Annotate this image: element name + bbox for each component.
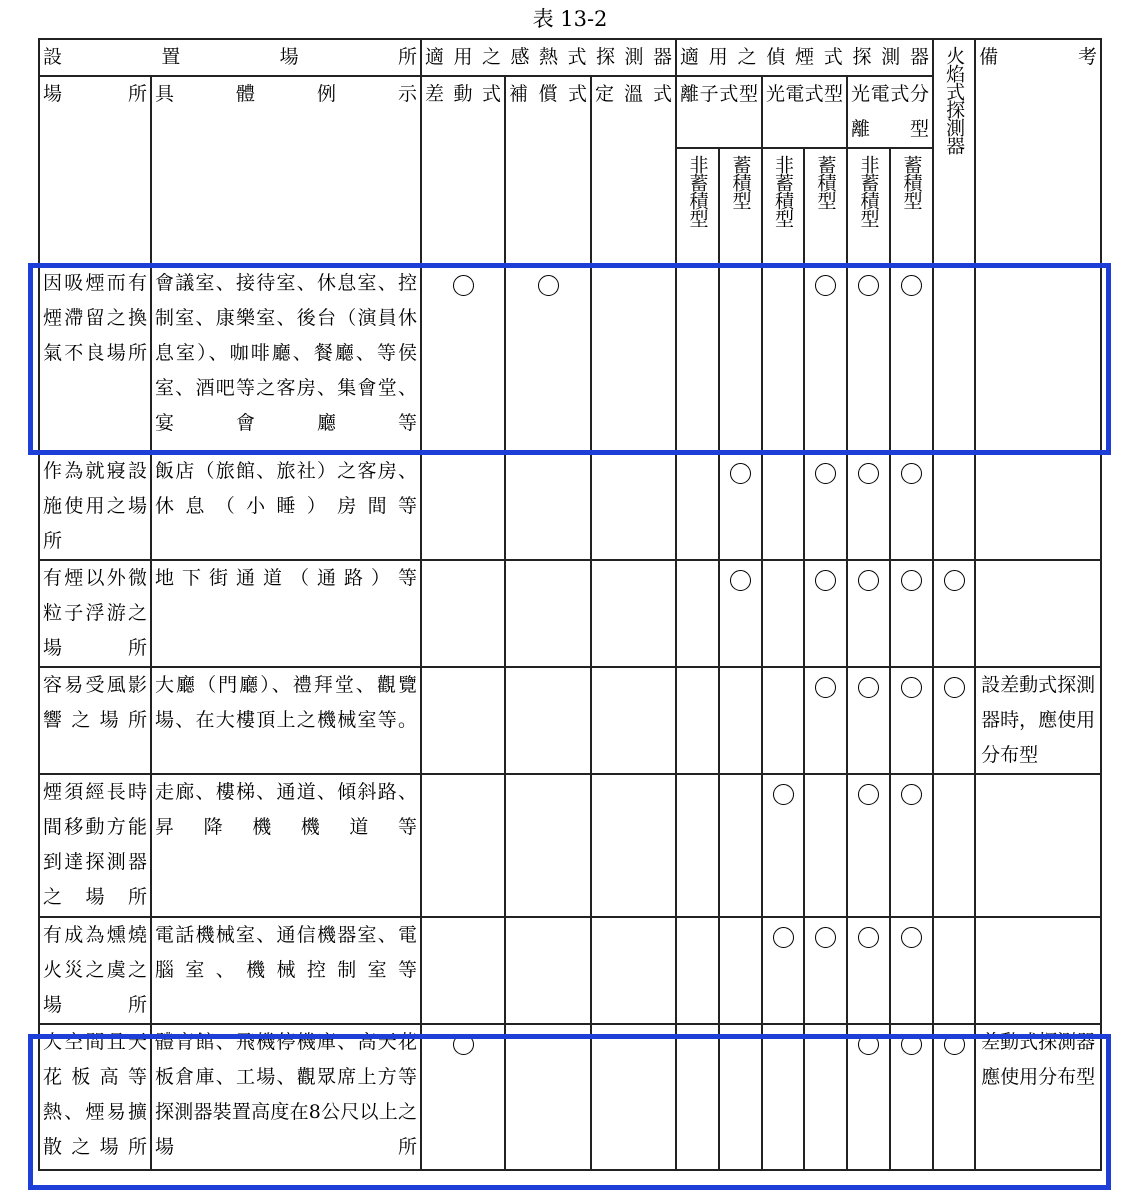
detector-mark-cell bbox=[762, 1024, 804, 1170]
sub-type-cell bbox=[676, 148, 719, 265]
place-cell: 有煙以外微粒子浮游之場所 bbox=[39, 560, 151, 667]
detector-mark-cell bbox=[762, 774, 804, 917]
detector-mark-cell bbox=[933, 560, 975, 667]
detector-mark-cell bbox=[890, 1024, 933, 1170]
detector-mark-cell bbox=[719, 265, 762, 453]
table-row bbox=[39, 774, 1101, 917]
detector-mark-cell bbox=[505, 265, 591, 453]
suitable-circle-icon bbox=[538, 275, 559, 296]
suitable-circle-icon bbox=[858, 1034, 879, 1055]
detector-mark-cell bbox=[762, 560, 804, 667]
place-cell: 有成為燻燒火災之虞之場所 bbox=[39, 917, 151, 1024]
detector-mark-cell bbox=[591, 265, 676, 453]
detector-mark-cell bbox=[421, 774, 505, 917]
suitable-circle-icon bbox=[773, 927, 794, 948]
detector-mark-cell bbox=[505, 453, 591, 560]
place-cell: 煙須經長時間移動方能到達探測器之場所 bbox=[39, 774, 151, 917]
ion-type-header: 離子式型 bbox=[676, 76, 762, 148]
suitable-circle-icon bbox=[453, 275, 474, 296]
flame-header-label: 火焰式探測器 bbox=[943, 46, 966, 154]
detector-mark-cell bbox=[804, 667, 847, 774]
heat-type-rate: 差動式 bbox=[421, 76, 505, 265]
detector-mark-cell bbox=[591, 453, 676, 560]
sub-type-cell bbox=[847, 148, 890, 265]
place-cell: 作為就寢設施使用之場所 bbox=[39, 453, 151, 560]
example-cell: 電話機械室、通信機器室、電腦室、機械控制室等 bbox=[151, 917, 421, 1024]
place-cell: 大空間且天花板高等熱、煙易擴散之場所 bbox=[39, 1024, 151, 1170]
detector-mark-cell bbox=[890, 667, 933, 774]
detector-mark-cell bbox=[890, 453, 933, 560]
detector-mark-cell bbox=[847, 667, 890, 774]
detector-mark-cell bbox=[421, 667, 505, 774]
detector-mark-cell bbox=[847, 917, 890, 1024]
detector-mark-cell bbox=[591, 917, 676, 1024]
location-header: 設置場所 bbox=[39, 39, 421, 76]
suitable-circle-icon bbox=[858, 677, 879, 698]
detector-mark-cell bbox=[676, 453, 719, 560]
sub-type-cell bbox=[719, 148, 762, 265]
sub-type-label: 非蓄積型 bbox=[686, 155, 709, 227]
smoke-group-header: 適用之偵煙式探測器 bbox=[676, 39, 933, 76]
heat-group-header: 適用之感熱式探測器 bbox=[421, 39, 676, 76]
suitable-circle-icon bbox=[901, 927, 922, 948]
detector-mark-cell bbox=[421, 265, 505, 453]
detector-mark-cell bbox=[890, 917, 933, 1024]
suitable-circle-icon bbox=[901, 463, 922, 484]
example-cell: 走廊、樓梯、通道、傾斜路、昇降機機道等 bbox=[151, 774, 421, 917]
table-row bbox=[39, 265, 1101, 453]
remarks-cell bbox=[975, 774, 1101, 917]
detector-table bbox=[38, 38, 1102, 1171]
table-row bbox=[39, 917, 1101, 1024]
sub-type-cell bbox=[804, 148, 847, 265]
detector-mark-cell bbox=[933, 1024, 975, 1170]
detector-mark-cell bbox=[676, 917, 719, 1024]
detector-mark-cell bbox=[847, 265, 890, 453]
suitable-circle-icon bbox=[901, 1034, 922, 1055]
detector-mark-cell bbox=[421, 560, 505, 667]
detector-mark-cell bbox=[719, 667, 762, 774]
remarks-cell bbox=[975, 265, 1101, 453]
example-header: 具體例示 bbox=[151, 76, 421, 265]
detector-mark-cell bbox=[676, 667, 719, 774]
detector-mark-cell bbox=[933, 453, 975, 560]
sub-type-label: 非蓄積型 bbox=[772, 155, 795, 227]
example-cell: 地下街通道（通路）等 bbox=[151, 560, 421, 667]
sub-type-cell bbox=[762, 148, 804, 265]
suitable-circle-icon bbox=[901, 677, 922, 698]
sub-type-label: 非蓄積型 bbox=[857, 155, 880, 227]
suitable-circle-icon bbox=[944, 1034, 965, 1055]
detector-mark-cell bbox=[933, 667, 975, 774]
detector-mark-cell bbox=[719, 917, 762, 1024]
detector-mark-cell bbox=[719, 774, 762, 917]
suitable-circle-icon bbox=[815, 570, 836, 591]
heat-type-compensated: 補償式 bbox=[505, 76, 591, 265]
suitable-circle-icon bbox=[815, 463, 836, 484]
detector-mark-cell bbox=[804, 265, 847, 453]
suitable-circle-icon bbox=[730, 570, 751, 591]
detector-mark-cell bbox=[847, 1024, 890, 1170]
detector-mark-cell bbox=[421, 453, 505, 560]
suitable-circle-icon bbox=[858, 784, 879, 805]
detector-mark-cell bbox=[505, 667, 591, 774]
detector-mark-cell bbox=[421, 917, 505, 1024]
beam-type-header: 光電式分離型 bbox=[847, 76, 933, 148]
sub-type-label: 蓄積型 bbox=[900, 155, 923, 209]
suitable-circle-icon bbox=[901, 784, 922, 805]
detector-mark-cell bbox=[804, 1024, 847, 1170]
suitable-circle-icon bbox=[858, 570, 879, 591]
detector-mark-cell bbox=[762, 265, 804, 453]
example-cell: 會議室、接待室、休息室、控制室、康樂室、後台（演員休息室）、咖啡廳、餐廳、等侯室、酒吧等之客房、集會堂、宴會廳等 bbox=[151, 265, 421, 453]
place-cell: 容易受風影響之場所 bbox=[39, 667, 151, 774]
remarks-cell: 差動式探測器應使用分布型 bbox=[975, 1024, 1101, 1170]
detector-mark-cell bbox=[933, 265, 975, 453]
detector-mark-cell bbox=[804, 453, 847, 560]
suitable-circle-icon bbox=[944, 570, 965, 591]
detector-mark-cell bbox=[505, 774, 591, 917]
table-row bbox=[39, 667, 1101, 774]
photo-type-header: 光電式型 bbox=[762, 76, 847, 148]
remarks-cell bbox=[975, 453, 1101, 560]
example-cell: 大廳（門廳）、禮拜堂、觀覽場、在大樓頂上之機械室等。 bbox=[151, 667, 421, 774]
detector-mark-cell bbox=[933, 774, 975, 917]
remarks-header: 備考 bbox=[975, 39, 1101, 265]
detector-mark-cell bbox=[847, 560, 890, 667]
table-title: 表 13-2 bbox=[532, 7, 608, 31]
example-cell: 體育館、飛機停機庫、高天花板倉庫、工場、觀眾席上方等探測器裝置高度在8公尺以上之場所 bbox=[151, 1024, 421, 1170]
suitable-circle-icon bbox=[944, 677, 965, 698]
suitable-circle-icon bbox=[773, 784, 794, 805]
detector-mark-cell bbox=[847, 774, 890, 917]
example-cell: 飯店（旅館、旅社）之客房、休息（小睡）房間等 bbox=[151, 453, 421, 560]
detector-mark-cell bbox=[847, 453, 890, 560]
detector-mark-cell bbox=[890, 774, 933, 917]
detector-mark-cell bbox=[804, 917, 847, 1024]
detector-mark-cell bbox=[591, 1024, 676, 1170]
suitable-circle-icon bbox=[815, 275, 836, 296]
sub-type-label: 蓄積型 bbox=[814, 155, 837, 209]
detector-mark-cell bbox=[676, 560, 719, 667]
detector-mark-cell bbox=[676, 265, 719, 453]
heat-type-fixed: 定溫式 bbox=[591, 76, 676, 265]
detector-mark-cell bbox=[890, 265, 933, 453]
detector-mark-cell bbox=[719, 453, 762, 560]
suitable-circle-icon bbox=[815, 927, 836, 948]
place-cell: 因吸煙而有煙滯留之換氣不良場所 bbox=[39, 265, 151, 453]
suitable-circle-icon bbox=[901, 275, 922, 296]
detector-mark-cell bbox=[591, 774, 676, 917]
table-row bbox=[39, 1024, 1101, 1170]
detector-mark-cell bbox=[933, 917, 975, 1024]
detector-mark-cell bbox=[719, 560, 762, 667]
suitable-circle-icon bbox=[730, 463, 751, 484]
remarks-cell bbox=[975, 560, 1101, 667]
detector-mark-cell bbox=[676, 1024, 719, 1170]
suitable-circle-icon bbox=[858, 275, 879, 296]
detector-mark-cell bbox=[762, 667, 804, 774]
detector-mark-cell bbox=[719, 1024, 762, 1170]
place-header: 場所 bbox=[39, 76, 151, 265]
detector-mark-cell bbox=[421, 1024, 505, 1170]
remarks-cell: 設差動式探測器時，應使用分布型 bbox=[975, 667, 1101, 774]
detector-mark-cell bbox=[676, 774, 719, 917]
table-row bbox=[39, 453, 1101, 560]
detector-mark-cell bbox=[591, 560, 676, 667]
detector-mark-cell bbox=[890, 560, 933, 667]
detector-mark-cell bbox=[804, 774, 847, 917]
table-row bbox=[39, 560, 1101, 667]
suitable-circle-icon bbox=[858, 463, 879, 484]
sub-type-cell bbox=[890, 148, 933, 265]
remarks-cell bbox=[975, 917, 1101, 1024]
detector-mark-cell bbox=[804, 560, 847, 667]
detector-mark-cell bbox=[591, 667, 676, 774]
suitable-circle-icon bbox=[815, 677, 836, 698]
detector-mark-cell bbox=[762, 453, 804, 560]
suitable-circle-icon bbox=[858, 927, 879, 948]
flame-header bbox=[933, 39, 975, 265]
suitable-circle-icon bbox=[901, 570, 922, 591]
detector-mark-cell bbox=[505, 917, 591, 1024]
sub-type-label: 蓄積型 bbox=[729, 155, 752, 209]
suitable-circle-icon bbox=[453, 1034, 474, 1055]
detector-mark-cell bbox=[762, 917, 804, 1024]
detector-mark-cell bbox=[505, 560, 591, 667]
detector-mark-cell bbox=[505, 1024, 591, 1170]
